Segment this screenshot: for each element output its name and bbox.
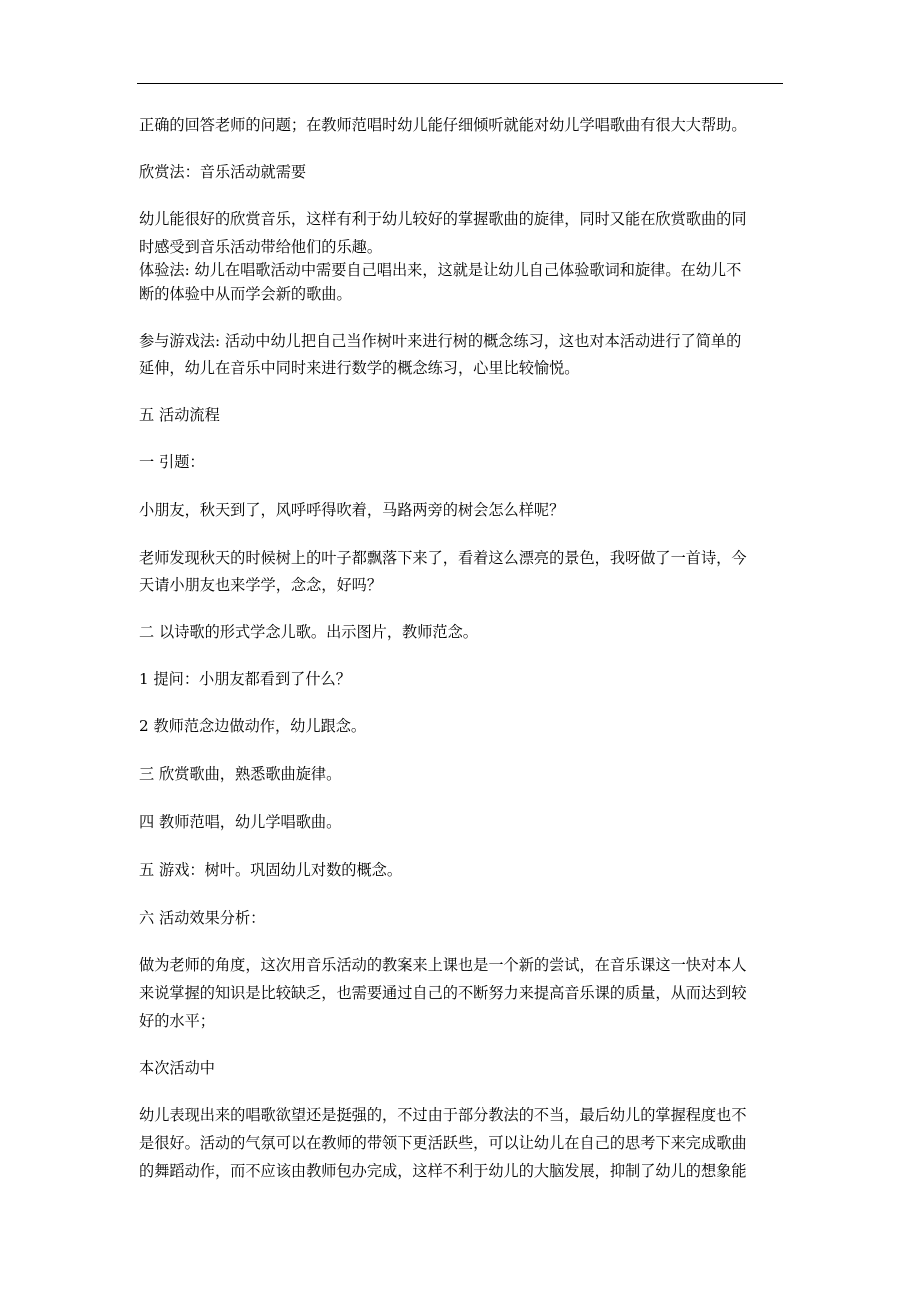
text-line: 时感受到音乐活动带给他们的乐趣。: [139, 238, 382, 256]
text-line: 参与游戏法: 活动中幼儿把自己当作树叶来进行树的概念练习，这也对本活动进行了简单的: [139, 332, 742, 350]
section-heading: 五 活动流程: [139, 406, 220, 424]
text-line: 小朋友，秋天到了，风呼呼得吹着，马路两旁的树会怎么样呢？: [139, 501, 565, 519]
section-heading: 六 活动效果分析：: [139, 909, 266, 927]
text-line: 来说掌握的知识是比较缺乏，也需要通过自己的不断努力来提高音乐课的质量，从而达到较: [139, 984, 747, 1002]
text-line: 欣赏法：音乐活动就需要: [139, 163, 307, 181]
section-heading: 四 教师范唱，幼儿学唱歌曲。: [139, 813, 342, 831]
text-line: 做为老师的角度，这次用音乐活动的教案来上课也是一个新的尝试，在音乐课这一快对本人: [139, 956, 747, 974]
text-line: 正确的回答老师的问题；在教师范唱时幼儿能仔细倾听就能对幼儿学唱歌曲有很大大帮助。: [139, 116, 747, 134]
text-line: 延伸，幼儿在音乐中同时来进行数学的概念练习，心里比较愉悦。: [139, 359, 580, 377]
text-line: 体验法: 幼儿在唱歌活动中需要自己唱出来，这就是让幼儿自己体验歌词和旋律。在幼儿不: [139, 261, 742, 279]
text-line: 本次活动中: [139, 1059, 215, 1077]
text-line: 天请小朋友也来学学，念念，好吗？: [139, 576, 382, 594]
section-heading: 五 游戏：树叶。巩固幼儿对数的概念。: [139, 861, 403, 879]
text-line: 幼儿能很好的欣赏音乐，这样有利于幼儿较好的掌握歌曲的旋律，同时又能在欣赏歌曲的同: [139, 210, 747, 228]
section-heading: 三 欣赏歌曲，熟悉歌曲旋律。: [139, 765, 342, 783]
section-heading: 二 以诗歌的形式学念儿歌。出示图片，教师范念。: [139, 623, 478, 641]
list-item: 2 教师范念边做动作，幼儿跟念。: [139, 717, 367, 735]
text-line: 断的体验中从而学会新的歌曲。: [139, 285, 352, 303]
list-item: 1 提问：小朋友都看到了什么？: [139, 670, 351, 688]
text-line: 是很好。活动的气氛可以在教师的带领下更活跃些，可以让幼儿在自己的思考下来完成歌曲: [139, 1134, 747, 1152]
section-heading: 一 引题：: [139, 453, 205, 471]
text-line: 老师发现秋天的时候树上的叶子都飘落下来了，看着这么漂亮的景色，我呀做了一首诗，今: [139, 549, 747, 567]
text-line: 好的水平；: [139, 1012, 215, 1030]
text-line: 的舞蹈动作，而不应该由教师包办完成，这样不利于幼儿的大脑发展，抑制了幼儿的想象能: [139, 1162, 747, 1180]
header-rule: [137, 83, 783, 84]
text-line: 幼儿表现出来的唱歌欲望还是挺强的，不过由于部分教法的不当，最后幼儿的掌握程度也不: [139, 1106, 747, 1124]
